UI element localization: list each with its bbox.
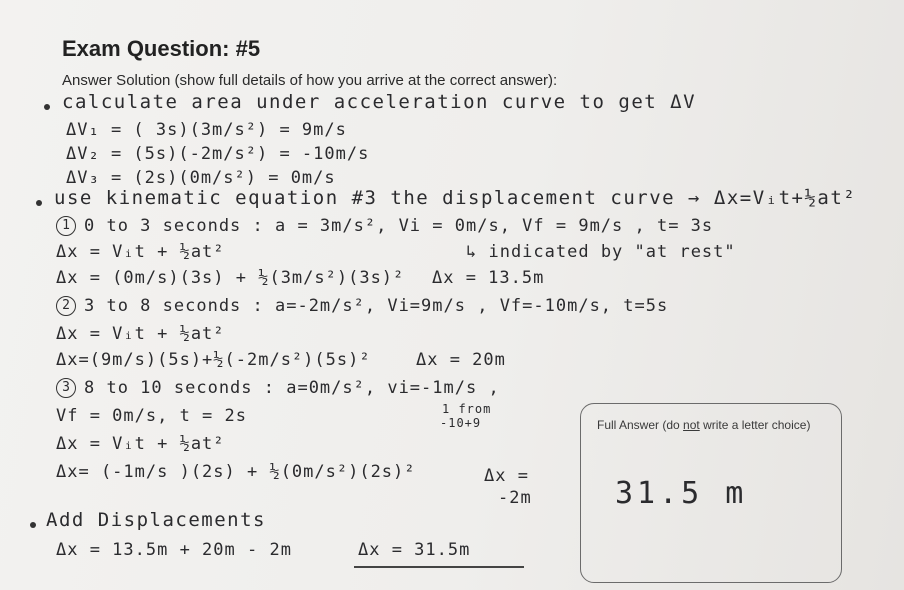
instructions-text: Answer Solution (show full details of how you arrive at the correct answer): bbox=[62, 72, 558, 89]
result-step-3-label: Δx = bbox=[484, 466, 529, 486]
page-title: Exam Question: #5 bbox=[62, 36, 261, 61]
work-line-3: ΔV₂ = (5s)(-2m/s²) = -10m/s bbox=[66, 144, 370, 164]
work-line-15: Δx= (-1m/s )(2s) + ½(0m/s²)(2s)² bbox=[56, 462, 416, 482]
work-line-2: ΔV₁ = ( 3s)(3m/s²) = 9m/s bbox=[66, 120, 347, 140]
bullet-dot bbox=[36, 200, 42, 206]
work-line-11: Δx=(9m/s)(5s)+½(-2m/s²)(5s)² bbox=[56, 350, 371, 370]
step-number-1: 1 bbox=[56, 216, 76, 236]
work-line-7: Δx = Vᵢt + ½at² bbox=[56, 242, 225, 262]
bullet-dot bbox=[30, 522, 36, 528]
work-line-5: use kinematic equation #3 the displacement curve → Δx=Vᵢt+½at² bbox=[54, 187, 857, 209]
note-from: 1 from bbox=[442, 402, 492, 416]
work-line-16: Add Displacements bbox=[46, 509, 266, 531]
work-line-12: 8 to 10 seconds : a=0m/s², vi=-1m/s , bbox=[84, 378, 500, 398]
result-step-3: -2m bbox=[498, 488, 532, 508]
rest-note: ↳ indicated by "at rest" bbox=[466, 242, 736, 262]
final-underline bbox=[354, 566, 524, 568]
work-line-17: Δx = 13.5m + 20m - 2m bbox=[56, 540, 292, 560]
work-line-14: Δx = Vᵢt + ½at² bbox=[56, 434, 225, 454]
note-sum: -10+9 bbox=[440, 416, 482, 430]
result-step-1: Δx = 13.5m bbox=[432, 268, 545, 288]
full-answer-box[interactable] bbox=[580, 403, 842, 583]
result-step-2: Δx = 20m bbox=[416, 350, 506, 370]
bullet-dot bbox=[44, 104, 50, 110]
work-line-13: Vf = 0m/s, t = 2s bbox=[56, 406, 247, 426]
work-line-1: calculate area under acceleration curve to get ΔV bbox=[62, 91, 697, 113]
work-line-10: Δx = Vᵢt + ½at² bbox=[56, 324, 225, 344]
work-line-4: ΔV₃ = (2s)(0m/s²) = 0m/s bbox=[66, 168, 336, 188]
step-number-2: 2 bbox=[56, 296, 76, 316]
final-result: Δx = 31.5m bbox=[358, 540, 471, 560]
work-line-8: Δx = (0m/s)(3s) + ½(3m/s²)(3s)² bbox=[56, 268, 405, 288]
answer-value: 31.5 m bbox=[615, 476, 748, 511]
work-line-6: 0 to 3 seconds : a = 3m/s², Vi = 0m/s, Vf = 9m/s , t= 3s bbox=[84, 216, 714, 236]
step-number-3: 3 bbox=[56, 378, 76, 398]
answer-box-label: Full Answer (do not write a letter choice) bbox=[597, 418, 811, 432]
work-line-9: 3 to 8 seconds : a=-2m/s², Vi=9m/s , Vf=-10m/s, t=5s bbox=[84, 296, 669, 316]
